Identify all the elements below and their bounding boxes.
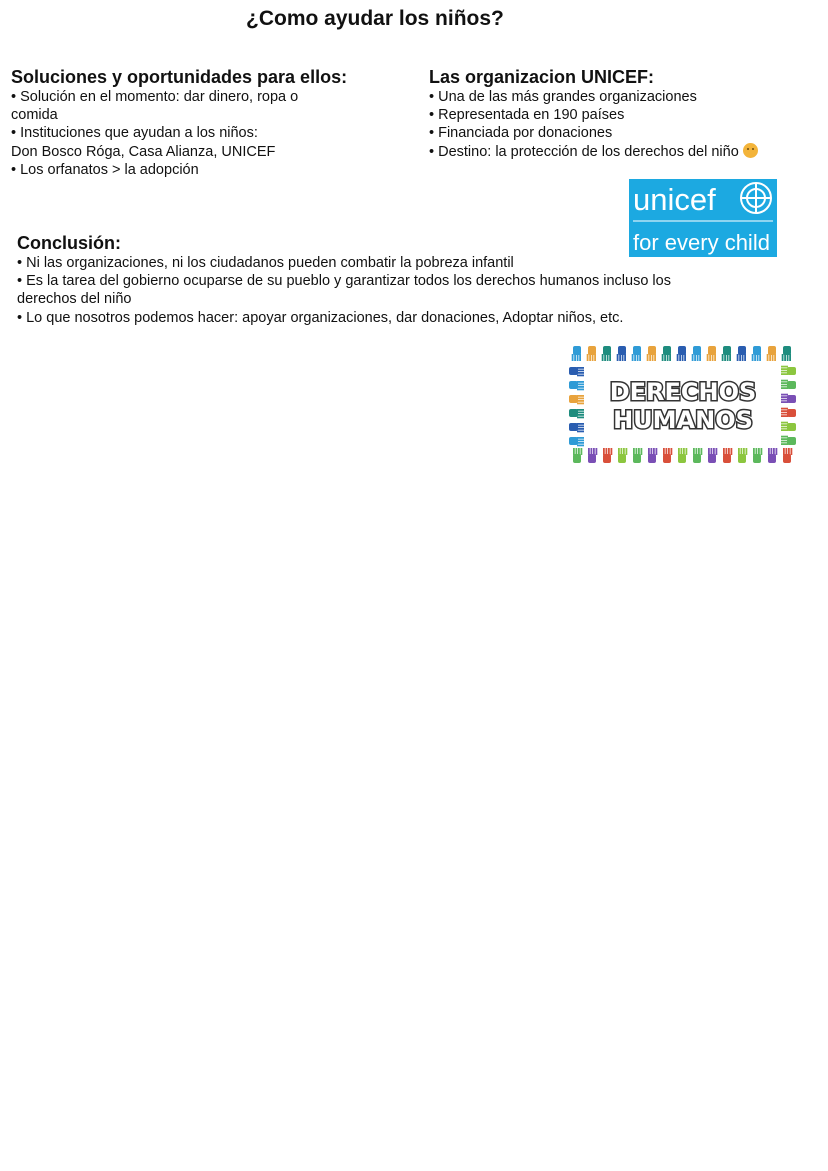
unicef-line: • Una de las más grandes organizaciones xyxy=(429,89,697,105)
soluciones-line: • Los orfanatos > la adopción xyxy=(11,161,199,178)
unicef-line: • Representada en 190 países xyxy=(429,107,625,124)
unicef-line-text: • Destino: la protección de los derechos del niño xyxy=(429,143,739,160)
soluciones-section xyxy=(11,66,347,179)
soluciones-heading: Soluciones y oportunidades para ellos: xyxy=(11,67,348,87)
unicef-line xyxy=(429,143,758,161)
unicef-logo-tagline: for every child xyxy=(633,230,770,255)
un-emblem-icon xyxy=(741,183,771,213)
soluciones-line: • Instituciones que ayudan a los niños: xyxy=(11,125,258,142)
unicef-heading: Las organizacion UNICEF: xyxy=(429,67,655,87)
page-title: ¿Como ayudar los niños? xyxy=(246,7,504,30)
unicef-section xyxy=(429,66,758,161)
humanos-text: HUMANOS xyxy=(613,406,753,434)
soluciones-line: Don Bosco Róga, Casa Alianza, UNICEF xyxy=(11,143,276,160)
soluciones-line: • Solución en el momento: dar dinero, ropa o xyxy=(11,89,299,105)
conclusion-line: derechos del niño xyxy=(17,291,132,308)
derechos-humanos-image xyxy=(569,346,796,463)
conclusion-line: • Es la tarea del gobierno ocuparse de su pueblo y garantizar todos los derechos humanos incluso los xyxy=(17,273,671,290)
conclusion-heading: Conclusión: xyxy=(17,233,121,253)
derechos-text: DERECHOS xyxy=(609,378,757,406)
unicef-line: • Financiada por donaciones xyxy=(429,125,613,142)
baby-face-icon xyxy=(743,143,758,158)
conclusion-section xyxy=(17,232,671,327)
conclusion-line: • Ni las organizaciones, ni los ciudadanos pueden combatir la pobreza infantil xyxy=(17,255,514,271)
conclusion-line: • Lo que nosotros podemos hacer: apoyar organizaciones, dar donaciones, Adoptar niños, etc. xyxy=(17,309,624,326)
unicef-logo-word: unicef xyxy=(633,182,716,217)
soluciones-line: comida xyxy=(11,107,58,124)
